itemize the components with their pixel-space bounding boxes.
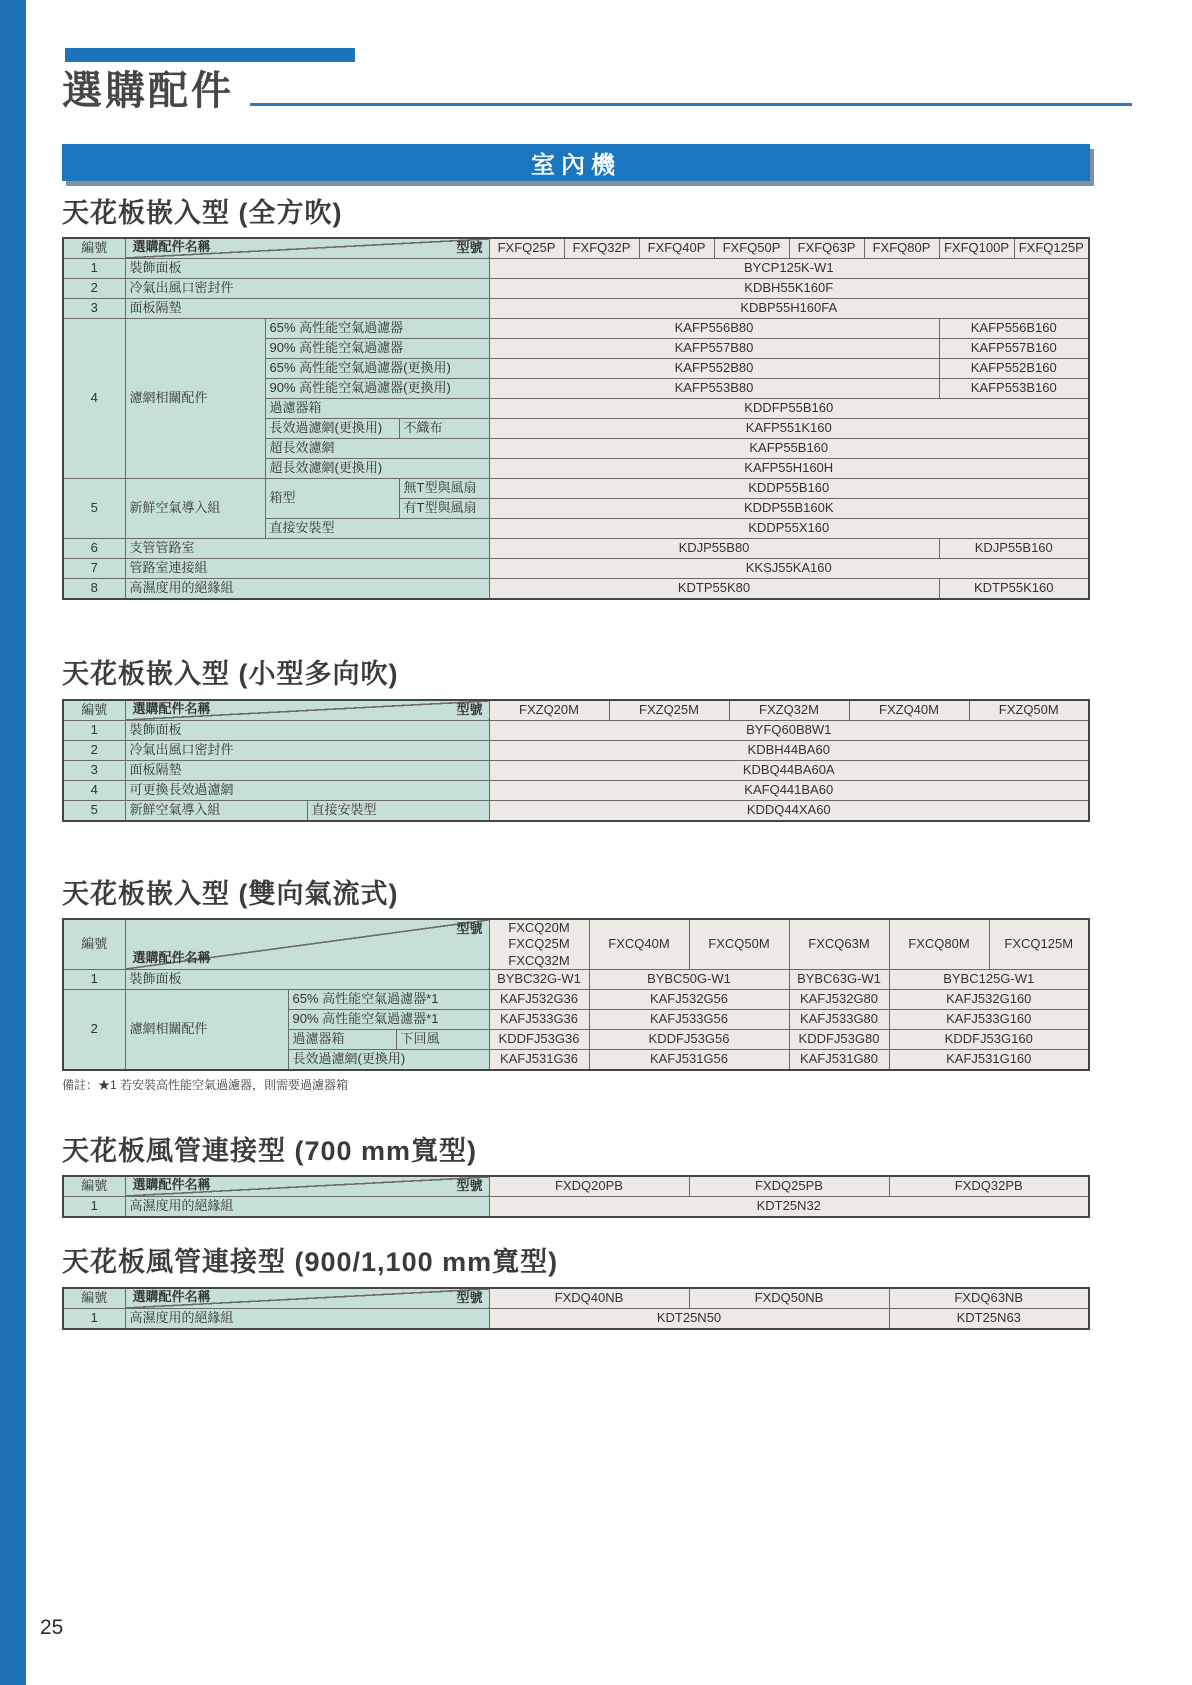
table-row: [63, 479, 1089, 499]
part-sub-name-cell: 65% 高性能空氣過濾器(更換用): [265, 359, 489, 379]
table-row: [63, 279, 1089, 299]
page-title: 選購配件: [62, 69, 234, 113]
part-code-cell: KAFQ441BA60: [489, 780, 1089, 800]
part-name-cell: 濾網相關配件: [125, 989, 288, 1070]
table-row: [63, 299, 1089, 319]
part-name-cell: 裝飾面板: [125, 969, 489, 989]
model-header-cell: FXFQ63P: [789, 238, 864, 259]
model-header-cell: [489, 919, 589, 969]
part-code-cell: KDDP55X160: [489, 519, 1089, 539]
table-row: [63, 539, 1089, 559]
part-code-cell: KAFJ533G56: [589, 1009, 789, 1029]
header-name-label: 選購配件名稱: [132, 700, 211, 716]
table-row: [63, 559, 1089, 579]
header-model-label: 型號: [456, 1178, 483, 1194]
part-name-cell: 冷氣出風口密封件: [125, 279, 489, 299]
table-row: [63, 259, 1089, 279]
section-heading-duct-700: 天花板風管連接型 (700 mm寬型): [62, 1135, 478, 1166]
model-header-cell: FXFQ32P: [564, 238, 639, 259]
section-heading-round-flow: 天花板嵌入型 (全方吹): [62, 198, 343, 228]
part-sub-name-cell: 65% 高性能空氣過濾器*1: [288, 989, 489, 1009]
part-code-cell: KDBH55K160F: [489, 279, 1089, 299]
model-header-cell: FXFQ125P: [1014, 238, 1089, 259]
part-code-cell: KDJP55B160: [939, 539, 1089, 559]
table-header-row: [63, 700, 1089, 721]
model-header-cell: FXFQ50P: [714, 238, 789, 259]
model-header-cell: FXZQ25M: [609, 700, 729, 721]
part-code-cell: BYBC125G-W1: [889, 969, 1089, 989]
table-header-row: [63, 238, 1089, 259]
part-sub-name-cell: 直接安裝型: [265, 519, 489, 539]
part-name-cell: 冷氣出風口密封件: [125, 740, 489, 760]
part-sub-type-cell: 有T型與風扇: [399, 499, 489, 519]
indoor-unit-banner: 室內機: [62, 144, 1090, 181]
header-model-label: 型號: [456, 240, 483, 256]
header-no-cell: 編號: [63, 238, 125, 259]
model-header-cell: FXCQ63M: [789, 919, 889, 969]
header-no-cell: 編號: [63, 1176, 125, 1197]
part-sub-name-cell: 箱型: [265, 479, 399, 519]
row-number-cell: 2: [63, 740, 125, 760]
model-header-cell: FXDQ40NB: [489, 1288, 689, 1309]
part-name-cell: 高濕度用的絕緣組: [125, 1197, 489, 1218]
part-code-cell: KDDQ44XA60: [489, 800, 1089, 821]
part-code-cell: KDDFJ53G160: [889, 1029, 1089, 1049]
part-sub-name-cell: 長效過濾網(更換用): [265, 419, 399, 439]
part-code-cell: BYCP125K-W1: [489, 259, 1089, 279]
model-header-cell: FXCQ125M: [989, 919, 1089, 969]
table-header-row: [63, 1288, 1089, 1309]
table-row: [63, 969, 1089, 989]
title-accent-bar: [65, 48, 355, 62]
part-code-cell: KAFP556B160: [939, 319, 1089, 339]
model-header-cell: FXCQ40M: [589, 919, 689, 969]
model-header-cell: FXDQ20PB: [489, 1176, 689, 1197]
part-sub-name-cell: 過濾器箱: [265, 399, 489, 419]
part-code-cell: KDTP55K160: [939, 579, 1089, 600]
table-duct-900-1100: [62, 1287, 1090, 1330]
part-code-cell: KDDFP55B160: [489, 399, 1089, 419]
header-name-label: 選購配件名稱: [132, 1288, 211, 1304]
part-code-cell: KAFP557B80: [489, 339, 939, 359]
section-heading-double-flow: 天花板嵌入型 (雙向氣流式): [62, 878, 399, 909]
part-name-cell: 裝飾面板: [125, 720, 489, 740]
part-sub-type-cell: 不織布: [399, 419, 489, 439]
table-footnote: 備註：★1 若安裝高性能空氣過濾器，則需要過濾器箱: [62, 1077, 349, 1092]
model-header-cell: FXFQ25P: [489, 238, 564, 259]
part-sub-name-cell: 65% 高性能空氣過濾器: [265, 319, 489, 339]
header-name-label: 選購配件名稱: [132, 949, 211, 965]
part-code-cell: KDBH44BA60: [489, 740, 1089, 760]
part-code-cell: KAFP55H160H: [489, 459, 1089, 479]
part-sub-type-cell: 無T型與風扇: [399, 479, 489, 499]
part-code-cell: BYBC63G-W1: [789, 969, 889, 989]
part-code-cell: KAFJ531G36: [489, 1049, 589, 1070]
header-no-cell: 編號: [63, 1288, 125, 1309]
model-header-cell: FXDQ63NB: [889, 1288, 1089, 1309]
header-model-label: 型號: [456, 921, 483, 937]
model-header-cell: FXFQ80P: [864, 238, 939, 259]
row-number-cell: 1: [63, 969, 125, 989]
model-header-cell: FXFQ100P: [939, 238, 1014, 259]
model-header-cell: FXZQ32M: [729, 700, 849, 721]
model-header-cell: FXFQ40P: [639, 238, 714, 259]
table-row: [63, 1197, 1089, 1218]
part-code-cell: KAFP553B160: [939, 379, 1089, 399]
section-heading-duct-900-1100: 天花板風管連接型 (900/1,100 mm寬型): [62, 1247, 559, 1278]
header-name-label: 選購配件名稱: [132, 1177, 211, 1193]
part-code-cell: KDDP55B160K: [489, 499, 1089, 519]
table-header-row: [63, 1176, 1089, 1197]
model-header-cell: FXZQ40M: [849, 700, 969, 721]
part-name-cell: 新鮮空氣導入組: [125, 479, 265, 539]
model-name: FXCQ32M: [508, 952, 570, 968]
table-row: [63, 720, 1089, 740]
part-code-cell: KKSJ55KA160: [489, 559, 1089, 579]
model-header-cell: FXZQ20M: [489, 700, 609, 721]
table-row: [63, 579, 1089, 600]
header-model-label: 型號: [456, 701, 483, 717]
row-number-cell: 4: [63, 319, 125, 479]
row-number-cell: 1: [63, 720, 125, 740]
row-number-cell: 1: [63, 1308, 125, 1329]
model-header-cell: FXZQ50M: [969, 700, 1089, 721]
model-header-cell: FXCQ80M: [889, 919, 989, 969]
part-code-cell: BYBC50G-W1: [589, 969, 789, 989]
part-code-cell: BYFQ60B8W1: [489, 720, 1089, 740]
row-number-cell: 1: [63, 1197, 125, 1218]
part-name-cell: 高濕度用的絕緣組: [125, 1308, 489, 1329]
part-code-cell: KAFJ533G36: [489, 1009, 589, 1029]
page-number: 25: [40, 1616, 64, 1639]
part-code-cell: KDT25N32: [489, 1197, 1089, 1218]
part-code-cell: KAFP557B160: [939, 339, 1089, 359]
header-corner-cell: [125, 919, 489, 969]
part-code-cell: KAFJ532G80: [789, 989, 889, 1009]
row-number-cell: 2: [63, 279, 125, 299]
header-corner-cell: [125, 700, 489, 721]
row-number-cell: 5: [63, 800, 125, 821]
part-sub-type-cell: 下回風: [396, 1029, 489, 1049]
title-row: [62, 68, 1090, 114]
row-number-cell: 3: [63, 299, 125, 319]
model-header-cell: FXCQ50M: [689, 919, 789, 969]
row-number-cell: 1: [63, 259, 125, 279]
header-no-cell: 編號: [63, 919, 125, 969]
part-code-cell: KDJP55B80: [489, 539, 939, 559]
part-code-cell: KAFJ531G56: [589, 1049, 789, 1070]
part-code-cell: BYBC32G-W1: [489, 969, 589, 989]
part-sub-name-cell: 超長效濾網(更換用): [265, 459, 489, 479]
header-no-cell: 編號: [63, 700, 125, 721]
row-number-cell: 6: [63, 539, 125, 559]
part-code-cell: KAFJ531G80: [789, 1049, 889, 1070]
part-sub-name-cell: 90% 高性能空氣過濾器*1: [288, 1009, 489, 1029]
part-name-cell: 新鮮空氣導入組: [125, 800, 307, 821]
model-name: FXCQ20M: [508, 920, 570, 936]
part-code-cell: KDT25N50: [489, 1308, 889, 1329]
part-code-cell: KAFJ531G160: [889, 1049, 1089, 1070]
part-code-cell: KAFP552B160: [939, 359, 1089, 379]
part-name-cell: 面板隔墊: [125, 760, 489, 780]
model-header-cell: FXDQ32PB: [889, 1176, 1089, 1197]
model-header-cell: FXDQ25PB: [689, 1176, 889, 1197]
left-edge-accent-bar: [0, 0, 26, 1685]
part-sub-name-cell: 長效過濾網(更換用): [288, 1049, 489, 1070]
model-header-cell: FXDQ50NB: [689, 1288, 889, 1309]
header-name-label: 選購配件名稱: [132, 239, 211, 255]
part-code-cell: KDTP55K80: [489, 579, 939, 600]
table-row: [63, 780, 1089, 800]
page-content: [62, 0, 1090, 1330]
table-row: [63, 740, 1089, 760]
table-row: [63, 800, 1089, 821]
table-row: [63, 319, 1089, 339]
table-header-row: [63, 919, 1089, 969]
part-code-cell: KAFP556B80: [489, 319, 939, 339]
part-name-cell: 管路室連接組: [125, 559, 489, 579]
part-code-cell: KAFJ533G160: [889, 1009, 1089, 1029]
part-sub-name-cell: 90% 高性能空氣過濾器: [265, 339, 489, 359]
part-name-cell: 高濕度用的絕緣組: [125, 579, 489, 600]
part-sub-name-cell: 過濾器箱: [288, 1029, 396, 1049]
part-code-cell: KDBQ44BA60A: [489, 760, 1089, 780]
table-row: [63, 760, 1089, 780]
part-name-cell: 面板隔墊: [125, 299, 489, 319]
part-code-cell: KAFJ532G36: [489, 989, 589, 1009]
table-round-flow: [62, 237, 1090, 600]
model-name: FXCQ25M: [508, 936, 570, 952]
part-sub-name-cell: 超長效濾網: [265, 439, 489, 459]
part-sub-name-cell: 90% 高性能空氣過濾器(更換用): [265, 379, 489, 399]
title-underline: [250, 103, 1132, 106]
table-multi-flow: [62, 699, 1090, 822]
table-double-flow: [62, 918, 1090, 1071]
part-code-cell: KAFJ532G160: [889, 989, 1089, 1009]
part-code-cell: KDBP55H160FA: [489, 299, 1089, 319]
part-name-cell: 可更換長效過濾網: [125, 780, 489, 800]
part-code-cell: KDDFJ53G80: [789, 1029, 889, 1049]
header-corner-cell: [125, 238, 489, 259]
part-name-cell: 濾網相關配件: [125, 319, 265, 479]
part-code-cell: KAFP551K160: [489, 419, 1089, 439]
part-code-cell: KAFJ532G56: [589, 989, 789, 1009]
header-corner-cell: [125, 1288, 489, 1309]
part-code-cell: KAFP553B80: [489, 379, 939, 399]
row-number-cell: 7: [63, 559, 125, 579]
part-name-cell: 支管管路室: [125, 539, 489, 559]
table-row: [63, 989, 1089, 1009]
part-code-cell: KDDP55B160: [489, 479, 1089, 499]
part-code-cell: KAFP55B160: [489, 439, 1089, 459]
part-code-cell: KDDFJ53G56: [589, 1029, 789, 1049]
part-code-cell: KDT25N63: [889, 1308, 1089, 1329]
part-code-cell: KAFP552B80: [489, 359, 939, 379]
part-code-cell: KAFJ533G80: [789, 1009, 889, 1029]
part-sub-name-cell: 直接安裝型: [307, 800, 489, 821]
row-number-cell: 2: [63, 989, 125, 1070]
row-number-cell: 8: [63, 579, 125, 600]
table-duct-700: [62, 1175, 1090, 1218]
row-number-cell: 5: [63, 479, 125, 539]
row-number-cell: 4: [63, 780, 125, 800]
table-row: [63, 1308, 1089, 1329]
header-model-label: 型號: [456, 1289, 483, 1305]
part-code-cell: KDDFJ53G36: [489, 1029, 589, 1049]
row-number-cell: 3: [63, 760, 125, 780]
section-heading-multi-flow: 天花板嵌入型 (小型多向吹): [62, 659, 399, 690]
part-name-cell: 裝飾面板: [125, 259, 489, 279]
header-corner-cell: [125, 1176, 489, 1197]
